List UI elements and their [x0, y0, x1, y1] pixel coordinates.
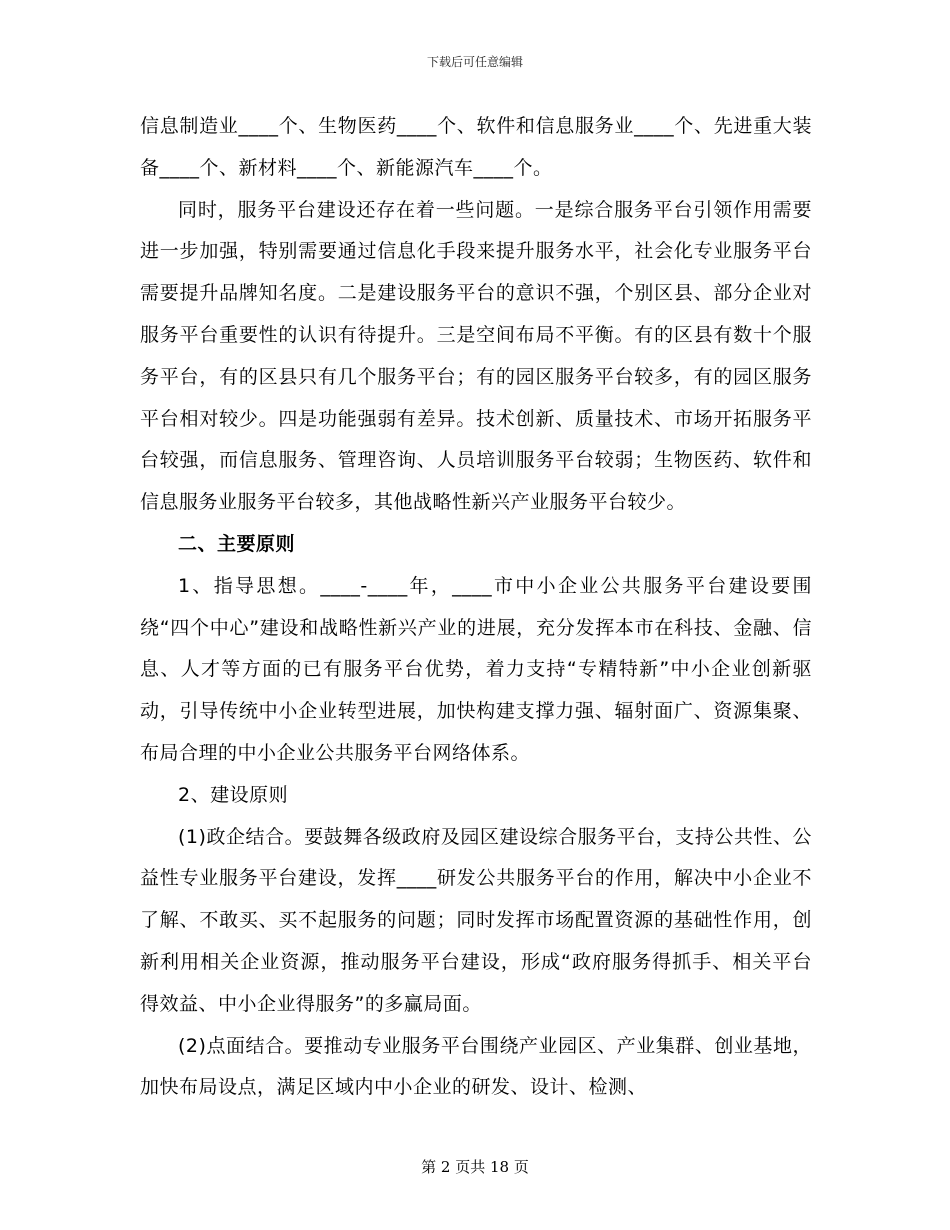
page-footer: 第 2 页共 18 页: [421, 1158, 529, 1176]
subheading-principles: 2、建设原则: [178, 783, 289, 806]
paragraph-principle-1: (1)政企结合。要鼓舞各级政府及园区建设综合服务平台，支持公共性、公益性专业服务平台建设，发挥____研发公共服务平台的作用，解决中小企业不了解、不敢买、买不起服务的问题；同时发挥市场配置资源的基础性作用，创新利用相关企业资源，推动服务平台建设，形成“政府服务得抓手、相关平台得效益、中小企业得服务”的多赢局面。: [140, 825, 812, 1015]
paragraph-problems: 同时，服务平台建设还存在着一些问题。一是综合服务平台引领作用需要进一步加强，特别需要通过信息化手段来提升服务水平，社会化专业服务平台需要提升品牌知名度。二是建设服务平台的意识不强，个别区县、部分企业对服务平台重要性的认识有待提升。三是空间布局不平衡。有的区县有数十个服务平台，有的区县只有几个服务平台；有的园区服务平台较多，有的园区服务平台相对较少。四是功能强弱有差异。技术创新、质量技术、市场开拓服务平台较强，而信息服务、管理咨询、人员培训服务平台较弱；生物医药、软件和信息服务业服务平台较多，其他战略性新兴产业服务平台较少。: [140, 198, 812, 514]
page-header: 下载后可任意编辑: [426, 55, 523, 69]
paragraph-continued: 信息制造业____个、生物医药____个、软件和信息服务业____个、先进重大装备____个、新材料____个、新能源汽车____个。: [140, 115, 812, 179]
section-heading: 二、主要原则: [178, 532, 296, 555]
document-body: [140, 106, 812, 1109]
paragraph-guiding-idea: 1、指导思想。____-____年，____市中小企业公共服务平台建设要围绕“四个中心”建设和战略性新兴产业的进展，充分发挥本市在科技、金融、信息、人才等方面的已有服务平台优势，着力支持“专精特新”中小企业创新驱动，引导传统中小企业转型进展，加快构建支撑力强、辐射面广、资源集聚、布局合理的中小企业公共服务平台网络体系。: [140, 574, 812, 764]
paragraph-principle-2: (2)点面结合。要推动专业服务平台围绕产业园区、产业集群、创业基地，加快布局设点，满足区域内中小企业的研发、设计、检测、: [140, 1034, 812, 1099]
